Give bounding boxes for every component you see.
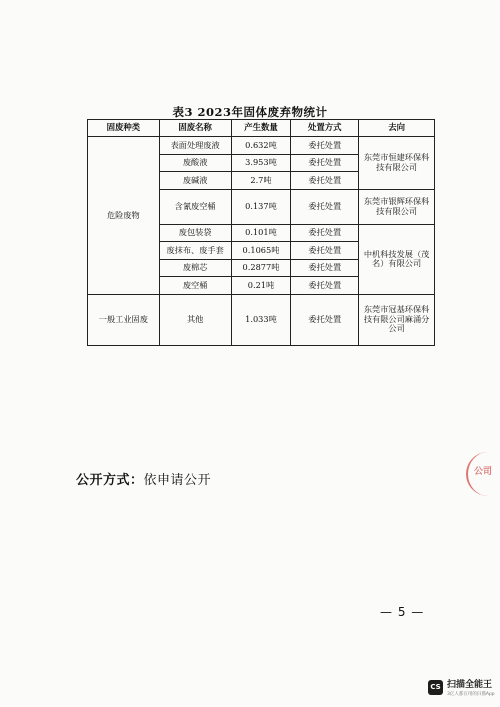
header-method: 处置方式 [291, 120, 359, 137]
table-header-row [88, 120, 435, 137]
seal-stamp-text: 公司 [474, 467, 493, 477]
category-cell: 一般工业固废 [88, 294, 160, 345]
header-category: 固废种类 [88, 120, 160, 137]
page-number: — 5 — [380, 605, 425, 619]
amount-cell: 0.137吨 [231, 189, 291, 224]
method-cell: 委托处置 [291, 137, 359, 155]
seal-stamp-fragment [466, 452, 500, 496]
amount-cell: 0.2877吨 [231, 259, 291, 277]
waste-name-cell: 其他 [159, 294, 231, 345]
table-row [88, 137, 435, 155]
waste-name-cell: 废酸液 [159, 154, 231, 172]
header-name: 固废名称 [159, 120, 231, 137]
destination-cell: 东莞市银辉环保科技有限公司 [359, 189, 435, 224]
waste-name-cell: 废棉芯 [159, 259, 231, 277]
watermark-subtitle: 3亿人都在用的扫描App [447, 692, 495, 697]
method-cell: 委托处置 [291, 294, 359, 345]
method-cell: 委托处置 [291, 277, 359, 295]
table-row [88, 294, 435, 345]
table-title: 表3 2023年固体废弃物统计 [172, 105, 328, 119]
waste-name-cell: 废抹布、废手套 [159, 242, 231, 260]
waste-name-cell: 废碱液 [159, 172, 231, 190]
amount-cell: 0.632吨 [231, 137, 291, 155]
method-cell: 委托处置 [291, 154, 359, 172]
amount-cell: 1.033吨 [231, 294, 291, 345]
header-amount: 产生数量 [231, 120, 291, 137]
amount-cell: 0.21吨 [231, 277, 291, 295]
category-cell: 危险废物 [88, 137, 160, 295]
watermark-name: 扫描全能王 [447, 680, 493, 690]
waste-name-cell: 含氰废空桶 [159, 189, 231, 224]
waste-name-cell: 废空桶 [159, 277, 231, 295]
amount-cell: 2.7吨 [231, 172, 291, 190]
destination-cell: 东莞市恒建环保科技有限公司 [359, 137, 435, 190]
disclosure-value: 依申请公开 [143, 473, 212, 488]
scanner-watermark [428, 677, 495, 697]
destination-cell: 中机科技发展（茂名）有限公司 [359, 224, 435, 294]
disclosure-method [76, 469, 211, 488]
destination-cell: 东莞市冠基环保科技有限公司麻涌分公司 [359, 294, 435, 345]
method-cell: 委托处置 [291, 259, 359, 277]
method-cell: 委托处置 [291, 224, 359, 242]
waste-name-cell: 表面处理废液 [159, 137, 231, 155]
header-destination: 去向 [359, 120, 435, 137]
method-cell: 委托处置 [291, 242, 359, 260]
amount-cell: 0.101吨 [231, 224, 291, 242]
amount-cell: 0.1065吨 [231, 242, 291, 260]
method-cell: 委托处置 [291, 189, 359, 224]
amount-cell: 3.953吨 [231, 154, 291, 172]
waste-name-cell: 废包装袋 [159, 224, 231, 242]
method-cell: 委托处置 [291, 172, 359, 190]
waste-statistics-table [87, 119, 435, 346]
camscanner-logo-icon: CS [428, 680, 443, 695]
disclosure-label: 公开方式： [76, 473, 144, 488]
